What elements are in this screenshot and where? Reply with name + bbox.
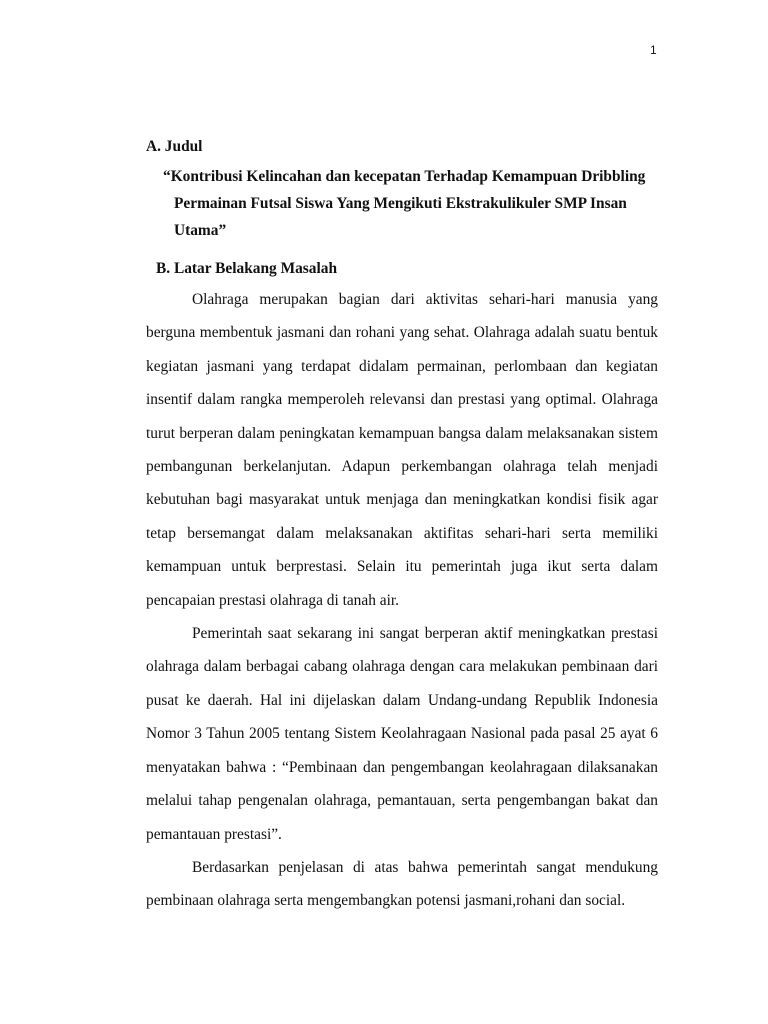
paragraph-3: Berdasarkan penjelasan di atas bahwa pemerintah sangat mendukung pembinaan olahraga serta mengembangkan potensi jasmani,rohani dan social. [146, 858, 658, 910]
paragraph-2: Pemerintah saat sekarang ini sangat berperan aktif meningkatkan prestasi olahraga dalam berbagai cabang olahraga dengan cara melakukan pembinaan dari pusat ke daerah. Hal ini dijelaskan dalam Undang-undang Republik Indonesia Nomor 3 Tahun 2005 tentang Sistem Keolahragaan Nasional pada pasal 25 ayat 6 menyatakan bahwa : “Pembinaan dan pengembangan keolahragaan dilaksanakan melalui tahap pengenalan olahraga, pemantauan, serta pengembangan bakat dan pemantauan prestasi”. [146, 625, 658, 843]
page-number: 1 [650, 43, 657, 57]
section-b-heading: B. Latar Belakang Masalah [156, 260, 338, 277]
paragraph-1: Olahraga merupakan bagian dari aktivitas sehari-hari manusia yang berguna membentuk jasmani dan rohani yang sehat. Olahraga adalah suatu bentuk kegiatan jasmani yang terdapat didalam permainan, perlombaan dan kegiatan insentif dalam rangka memperoleh relevansi dan prestasi yang optimal. Olahraga turut berperan dalam peningkatan kemampuan bangsa dalam melaksanakan sistem pembangunan berkelanjutan. Adapun perkembangan olahraga telah menjadi kebutuhan bagi masyarakat untuk menjaga dan meningkatkan kondisi fisik agar tetap bersemangat dalam melaksanakan aktifitas sehari-hari serta memiliki kemampuan untuk berprestasi. Selain itu pemerintah juga ikut serta dalam pencapaian prestasi olahraga di tanah air. [146, 291, 658, 609]
section-a-heading: A. Judul [146, 138, 203, 155]
document-body [146, 135, 658, 918]
research-title: “Kontribusi Kelincahan dan kecepatan Terhadap Kemampuan Dribbling Permainan Futsal Siswa Yang Mengikuti Ekstrakulikuler SMP Insan Utama” [163, 168, 646, 239]
